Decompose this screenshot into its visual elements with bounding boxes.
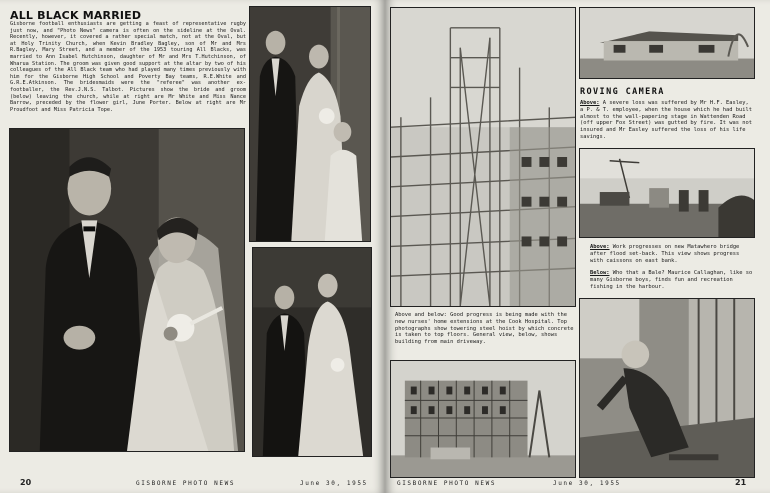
footer-date-right: June 30, 1955 [553,480,621,487]
article-body: Gisborne football enthusiasts are getting a feast of representative rugby just now, and "Photo News" camera is often on the sideline at the Oval. Recently, however, it covered a rather special match, not at the Oval, but at Holy Trinity Church, when Kevin Bradley Bagley, son of Mr and Mrs R.Bagley, Mary Street, and a member of the 1953 touring All Blacks, was married to Ann Isabel Hutchinson, daughter of Mr and Mrs T.Hutchinson, of Wharua Station. The groom was given good support at the altar by two of his colleagues of the All Black team who had played many times previously with him for the Gisborne High School and Poverty Bay teams, R.E.White and G.R.E.Atkinson. The bridesmaids were the "referee" was another ex-footballer, the Rev.J.N.S. Talbot. Pictures show the bride and groom (below) leaving the church, while at right are Mr White and Miss Nance Barrow, preceded by the flower girl, June Porter. Below at right are Mr Proudfoot and Miss Patricia Tope. [10,21,246,113]
fishing-caption-label: Below: [590,270,610,276]
footer-title-left: GISBORNE PHOTO NEWS [136,480,236,487]
house-caption-text: A severe loss was suffered by Mr H.F. Easley, a P. & T. employee, when the house which he had built almost to the wall-papering stage in Wattenden Road (off upper Fox Street) was gutted by fire. It was not insured and Mr Easley suffered the loss of his life savings. [580,100,753,140]
nurses-home-photo [390,360,576,478]
article-headline: ALL BLACK MARRIED [10,9,142,22]
bridal-party-photo [249,6,371,242]
fishing-caption [590,270,754,290]
building-caption: Above and below: Good progress is being made with the new nurses' home extensions at the Cook Hospital. Top photographs show towering steel hoist by which concrete is taken to top floors. General view, below, shows building from main driveway. [395,312,574,346]
bridge-caption-text: Work progresses on new Matawhero bridge after flood set-back. This view shows progress with caissons on east bank. [590,244,740,264]
boy-fishing-photo [579,298,755,478]
bridge-caption [590,244,754,264]
page-number-right: 21 [735,478,747,487]
house-caption-label: Above: [580,100,600,106]
footer-date-left: June 30, 1955 [300,480,368,487]
page-number-left: 20 [20,478,32,487]
bridge-caption-label: Above: [590,244,610,250]
scaffolding-photo [390,7,576,307]
bridge-works-photo [579,148,755,238]
house-caption [580,100,755,141]
roving-camera-title: ROVING CAMERA [580,87,665,97]
wedding-main-photo [9,128,245,452]
right-page [385,0,770,493]
fishing-caption-text: Who that a Bale? Maurice Callaghan, like so many Gisborne boys, finds fun and recreation fishing in the harbour. [590,270,753,290]
couple-photo [252,247,372,457]
house-photo [579,7,755,79]
footer-title-right: GISBORNE PHOTO NEWS [397,480,497,487]
